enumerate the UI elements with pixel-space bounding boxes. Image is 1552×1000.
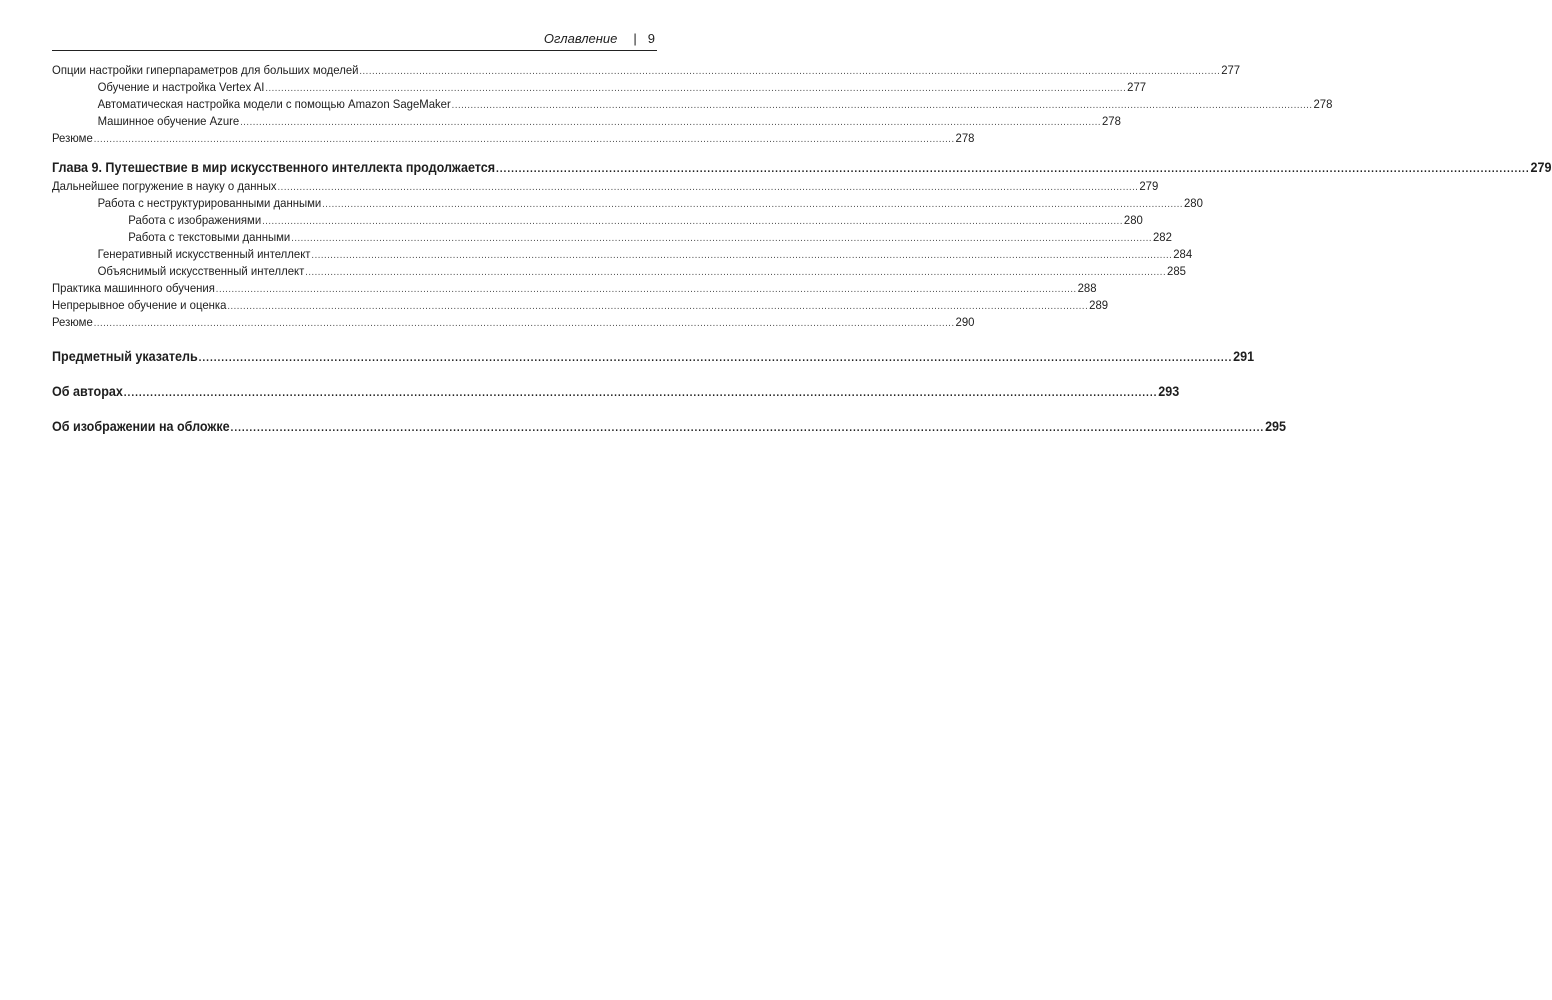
dot-leader bbox=[305, 264, 1166, 281]
dot-leader bbox=[124, 383, 1158, 403]
toc-entry-page: 280 bbox=[1123, 213, 1143, 227]
spacer bbox=[52, 402, 656, 417]
toc-entry[interactable] bbox=[52, 263, 1186, 280]
toc-cover-title: Об изображении на обложке bbox=[52, 419, 230, 434]
toc-entry[interactable] bbox=[52, 79, 1147, 96]
toc-entry[interactable] bbox=[52, 280, 1097, 297]
dot-leader bbox=[311, 247, 1172, 264]
page-number: 9 bbox=[647, 31, 655, 46]
toc-entry[interactable] bbox=[52, 62, 1241, 79]
toc-entry-page: 288 bbox=[1077, 281, 1097, 295]
toc-entry[interactable] bbox=[52, 212, 1143, 229]
running-header bbox=[544, 31, 655, 46]
spacer bbox=[52, 331, 656, 347]
dot-leader bbox=[231, 418, 1265, 438]
toc-entry-title: Обучение и настройка Vertex AI bbox=[97, 80, 265, 94]
spacer bbox=[52, 147, 656, 158]
toc-entry-title: Непрерывное обучение и оценка bbox=[52, 298, 227, 312]
toc-authors-entry[interactable] bbox=[52, 382, 1180, 402]
toc-entry-page: 285 bbox=[1167, 264, 1186, 278]
toc-entry-title: Практика машинного обучения bbox=[52, 281, 215, 295]
dot-leader bbox=[227, 298, 1088, 315]
dot-leader bbox=[452, 97, 1313, 114]
toc-entry[interactable] bbox=[52, 178, 1159, 195]
toc-cover-page: 295 bbox=[1265, 419, 1287, 434]
toc-entry-title: Резюме bbox=[52, 131, 93, 145]
toc-entry-page: 284 bbox=[1173, 247, 1193, 261]
toc-entry[interactable] bbox=[52, 113, 1121, 130]
toc-entry-page: 282 bbox=[1153, 230, 1172, 244]
running-header-separator: | bbox=[633, 31, 637, 46]
dot-leader bbox=[262, 213, 1123, 230]
spacer bbox=[52, 367, 656, 382]
dot-leader bbox=[216, 281, 1077, 298]
toc-entry-page: 280 bbox=[1183, 196, 1203, 210]
running-header-title: Оглавление bbox=[543, 31, 618, 46]
dot-leader bbox=[278, 179, 1139, 196]
toc-entry[interactable] bbox=[52, 130, 975, 147]
toc-index-entry[interactable] bbox=[52, 347, 1255, 367]
toc-index-page: 291 bbox=[1233, 349, 1255, 364]
toc-entry[interactable] bbox=[52, 297, 1109, 314]
dot-leader bbox=[94, 315, 955, 332]
toc-entry[interactable] bbox=[52, 229, 1172, 246]
page-header bbox=[52, 30, 657, 51]
toc-entry-title: Опции настройки гиперпараметров для больших моделей bbox=[52, 63, 359, 77]
toc-entry-page: 277 bbox=[1127, 80, 1147, 94]
dot-leader bbox=[265, 80, 1126, 97]
toc-entry[interactable] bbox=[52, 195, 1203, 212]
toc-chapter-page: 279 bbox=[1530, 160, 1552, 175]
toc-entry[interactable] bbox=[52, 246, 1193, 263]
dot-leader bbox=[240, 114, 1101, 131]
toc-entry-title: Машинное обучение Azure bbox=[97, 114, 240, 128]
toc-entry-title: Работа с неструктурированными данными bbox=[97, 196, 322, 210]
toc-entry-title: Генеративный искусственный интеллект bbox=[97, 247, 311, 261]
toc-entry-title: Дальнейшее погружение в науку о данных bbox=[52, 179, 277, 193]
toc-entry-title: Работа с текстовыми данными bbox=[128, 230, 291, 244]
toc-entry-page: 279 bbox=[1139, 179, 1159, 193]
toc-entry-page: 278 bbox=[1313, 97, 1333, 111]
toc-index-title: Предметный указатель bbox=[52, 349, 198, 364]
toc-entry-page: 289 bbox=[1089, 298, 1109, 312]
toc-entry-title: Автоматическая настройка модели с помощью Amazon SageMaker bbox=[97, 97, 451, 111]
dot-leader bbox=[291, 230, 1152, 247]
toc-cover-entry[interactable] bbox=[52, 417, 1287, 437]
dot-leader bbox=[496, 159, 1530, 179]
dot-leader bbox=[322, 196, 1183, 213]
toc-entry[interactable] bbox=[52, 96, 1333, 113]
toc-chapter-title: Глава 9. Путешествие в мир искусственного интеллекта продолжается bbox=[52, 160, 496, 175]
toc-entry-title: Объяснимый искусственный интеллект bbox=[97, 264, 305, 278]
toc-authors-title: Об авторах bbox=[52, 384, 123, 399]
toc-authors-page: 293 bbox=[1158, 384, 1180, 399]
toc-entry-title: Резюме bbox=[52, 315, 93, 329]
toc-entry-page: 290 bbox=[955, 315, 975, 329]
toc-entry-title: Работа с изображениями bbox=[128, 213, 262, 227]
toc-entry[interactable] bbox=[52, 314, 975, 331]
toc-entry-page: 277 bbox=[1221, 63, 1241, 77]
table-of-contents bbox=[52, 62, 1552, 437]
toc-chapter-entry[interactable] bbox=[52, 158, 1552, 178]
toc-entry-page: 278 bbox=[955, 131, 975, 145]
dot-leader bbox=[359, 63, 1220, 80]
dot-leader bbox=[199, 348, 1233, 368]
dot-leader bbox=[94, 131, 955, 148]
toc-entry-page: 278 bbox=[1101, 114, 1121, 128]
